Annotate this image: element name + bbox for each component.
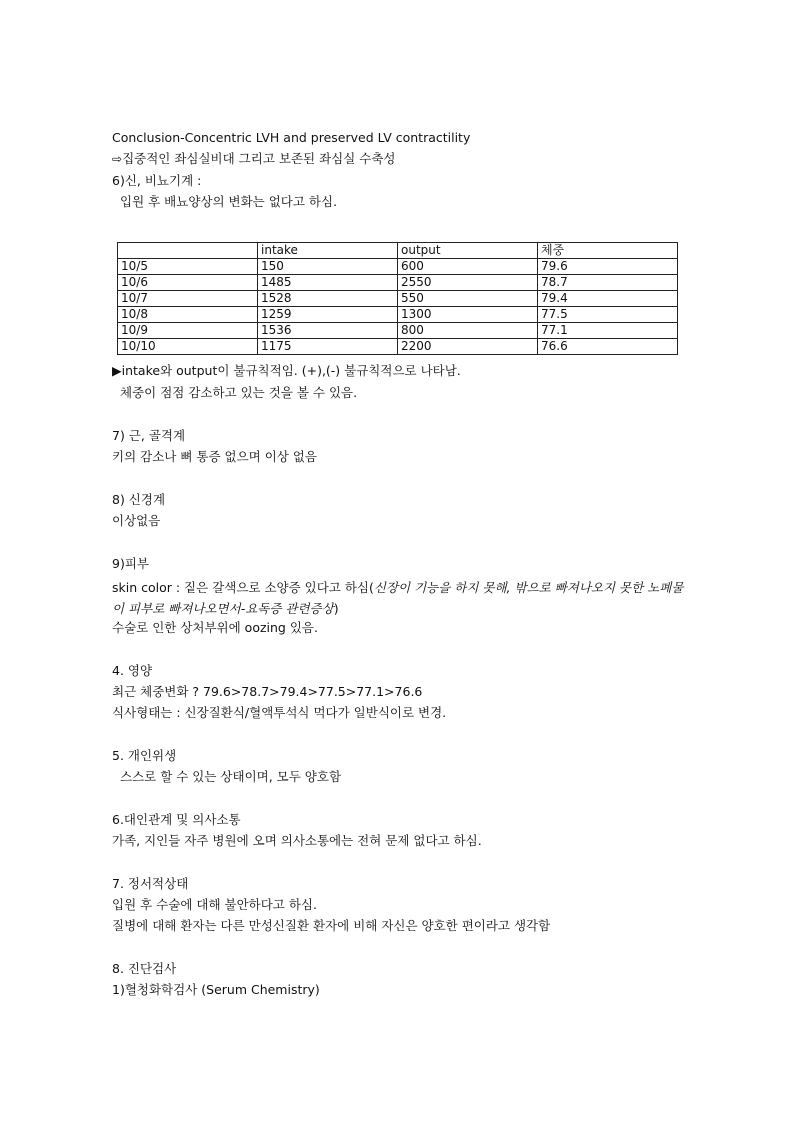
table-row	[118, 307, 678, 323]
table-cell: 2200	[398, 339, 538, 355]
section-heading-hygiene: 5. 개인위생	[112, 748, 177, 763]
table-row	[118, 259, 678, 275]
note-weight: 체중이 점점 감소하고 있는 것을 볼 수 있음.	[120, 385, 358, 400]
skin-text-suffix: )	[333, 601, 339, 616]
table-cell: 10/6	[118, 275, 258, 291]
table-header-row	[118, 243, 678, 259]
table-header-cell	[118, 243, 258, 259]
section-heading-musculoskeletal: 7) 근, 골격계	[112, 428, 186, 443]
emotion-text-1: 입원 후 수술에 대해 불안하다고 하심.	[112, 897, 317, 912]
skin-text	[112, 577, 684, 619]
table-header-cell: output	[398, 243, 538, 259]
table-cell: 10/7	[118, 291, 258, 307]
table-cell: 78.7	[538, 275, 678, 291]
section-heading-diagnostics: 8. 진단검사	[112, 961, 177, 976]
section-heading-skin: 9)피부	[112, 556, 149, 571]
table-cell: 600	[398, 259, 538, 275]
table-row	[118, 291, 678, 307]
section-heading-neuro: 8) 신경계	[112, 492, 166, 507]
section-heading-nutrition: 4. 영양	[112, 663, 153, 678]
table-cell: 550	[398, 291, 538, 307]
table-cell: 1485	[258, 275, 398, 291]
section-heading-renal: 6)신, 비뇨기계 :	[112, 173, 202, 188]
table-cell: 1528	[258, 291, 398, 307]
table-cell: 1300	[398, 307, 538, 323]
note-intake-output	[112, 363, 461, 379]
neuro-text: 이상없음	[112, 513, 161, 528]
triangle-bullet-icon: ▶	[112, 363, 122, 378]
hygiene-text: 스스로 할 수 있는 상태이며, 모두 양호함	[120, 769, 342, 784]
table-cell: 10/8	[118, 307, 258, 323]
table-row	[118, 339, 678, 355]
skin-text-oozing: 수술로 인한 상처부위에 oozing 있음.	[112, 620, 318, 635]
note-intake-output-text: intake와 output이 불규칙적임. (+),(-) 불규칙적으로 나타남.	[121, 363, 461, 378]
skin-text-prefix: skin color : 짙은 갈색으로 소양증 있다고 하심(	[112, 580, 374, 595]
table-cell: 76.6	[538, 339, 678, 355]
table-cell: 1175	[258, 339, 398, 355]
table-cell: 79.4	[538, 291, 678, 307]
table-cell: 10/5	[118, 259, 258, 275]
nutrition-weight-change: 최근 체중변화 ? 79.6>78.7>79.4>77.5>77.1>76.6	[112, 684, 423, 699]
table-cell: 10/9	[118, 323, 258, 339]
section-heading-relations: 6.대인관계 및 의사소통	[112, 812, 241, 827]
nutrition-diet: 식사형태는 : 신장질환식/혈액투석식 먹다가 일반식이로 변경.	[112, 705, 447, 720]
diagnostics-serum-chemistry: 1)혈청화학검사 (Serum Chemistry)	[112, 982, 320, 997]
renal-text: 입원 후 배뇨양상의 변화는 없다고 하심.	[120, 194, 338, 209]
table-cell: 10/10	[118, 339, 258, 355]
table-cell: 79.6	[538, 259, 678, 275]
section-heading-emotion: 7. 정서적상태	[112, 876, 189, 891]
table-body	[118, 243, 678, 355]
intake-output-table	[117, 242, 678, 355]
table-row	[118, 323, 678, 339]
conclusion-korean-line	[112, 151, 396, 167]
table-cell: 1259	[258, 307, 398, 323]
table-cell: 150	[258, 259, 398, 275]
table-cell: 77.1	[538, 323, 678, 339]
table-cell: 800	[398, 323, 538, 339]
table-header-cell: 체중	[538, 243, 678, 259]
right-arrow-icon: ⇨	[112, 152, 123, 166]
table-cell: 77.5	[538, 307, 678, 323]
emotion-text-2: 질병에 대해 환자는 다른 만성신질환 환자에 비해 자신은 양호한 편이라고 생각함	[112, 918, 551, 933]
conclusion-line: Conclusion-Concentric LVH and preserved LV contractility	[112, 130, 471, 145]
conclusion-korean-text: 집중적인 좌심실비대 그리고 보존된 좌심실 수축성	[122, 151, 396, 166]
table-header-cell: intake	[258, 243, 398, 259]
table-cell: 2550	[398, 275, 538, 291]
musculoskeletal-text: 키의 감소나 뼈 통증 없으며 이상 없음	[112, 449, 317, 464]
table-row	[118, 275, 678, 291]
relations-text: 가족, 지인들 자주 병원에 오며 의사소통에는 전혀 문제 없다고 하심.	[112, 833, 482, 848]
skin-text-italic: 신장이 기능을 하지 못해, 밖으로 빠져나오지 못한 노폐물이 피부로 빠져나오면서-요독증 관련증상	[112, 580, 684, 616]
table-cell: 1536	[258, 323, 398, 339]
